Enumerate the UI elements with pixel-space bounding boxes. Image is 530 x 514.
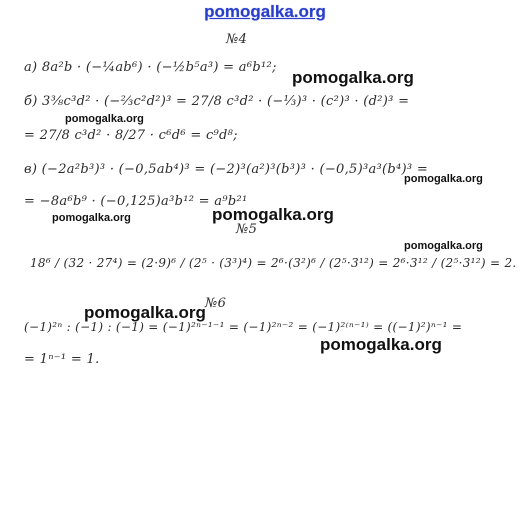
problem-6-line-2: = 1ⁿ⁻¹ = 1. — [24, 352, 100, 367]
watermark: pomogalka.org — [52, 212, 131, 224]
problem-6-label: №6 — [205, 296, 227, 311]
watermark: pomogalka.org — [404, 240, 483, 252]
problem-4v-line-2: = −8a⁶b⁹ · (−0,125)a³b¹² = a⁹b²¹ — [24, 194, 248, 209]
watermark: pomogalka.org — [404, 173, 483, 185]
watermark: pomogalka.org — [84, 303, 206, 322]
problem-4v-line-1: в) (−2a²b³)³ · (−0,5ab⁴)³ = (−2)³(a²)³(b³)³ · (−0,5)³a³(b⁴)³ = — [24, 162, 429, 177]
problem-4b-line-2: = 27/8 c³d² · 8/27 · c⁶d⁶ = c⁹d⁸; — [24, 128, 238, 143]
problem-5-label: №5 — [236, 222, 258, 237]
watermark: pomogalka.org — [320, 335, 442, 354]
watermark: pomogalka.org — [292, 68, 414, 87]
watermark: pomogalka.org — [212, 205, 334, 224]
problem-5-line: 18⁶ / (32 · 27⁴) = (2·9)⁶ / (2⁵ · (3³)⁴) = 2⁶·(3²)⁶ / (2⁵·3¹²) = 2⁶·3¹² / (2⁵·3¹²) = 2. — [30, 256, 517, 270]
problem-6-line-1: (−1)²ⁿ : (−1) : (−1) = (−1)²ⁿ⁻¹⁻¹ = (−1)²ⁿ⁻² = (−1)²⁽ⁿ⁻¹⁾ = ((−1)²)ⁿ⁻¹ = — [24, 320, 463, 334]
problem-4a-line: a) 8a²b · (−¼ab⁶) · (−½b⁵a³) = a⁶b¹²; — [24, 60, 277, 75]
watermark: pomogalka.org — [65, 113, 144, 125]
problem-4b-line-1: б) 3⅜c³d² · (−⅔c²d²)³ = 27/8 c³d² · (−⅓)³ · (c²)³ · (d²)³ = — [24, 94, 410, 109]
problem-4-label: №4 — [226, 32, 248, 47]
site-title-link[interactable]: pomogalka.org — [204, 2, 326, 21]
